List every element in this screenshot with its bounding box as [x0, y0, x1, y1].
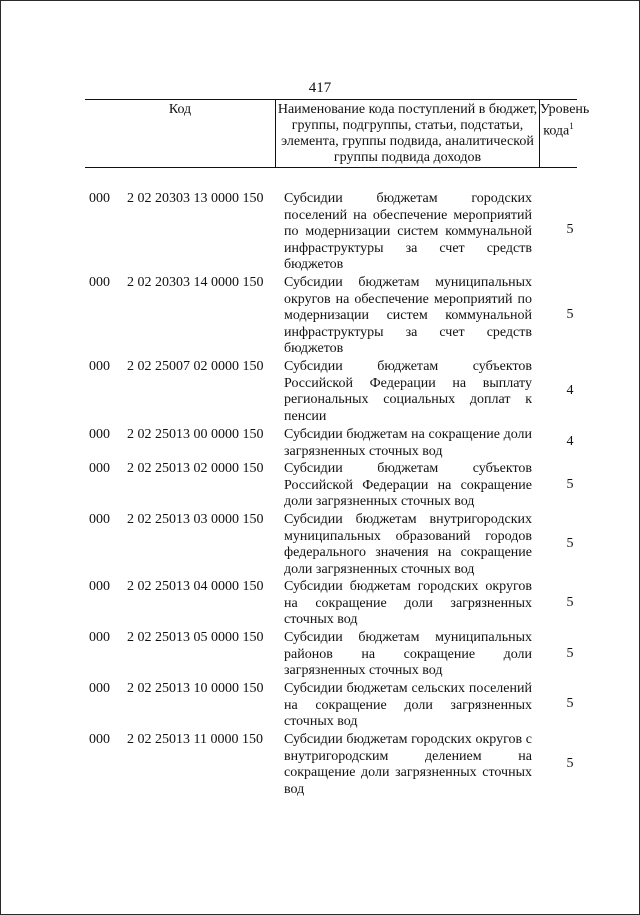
revenue-code: 2 02 25013 04 0000 150 [127, 579, 264, 594]
code-level: 5 [566, 536, 574, 551]
footnote-marker: 1 [569, 121, 574, 131]
admin-code: 000 [89, 427, 110, 442]
revenue-code: 2 02 25013 02 0000 150 [127, 461, 264, 476]
admin-code: 000 [89, 681, 110, 696]
header-name: Наименование кода поступлений в бюджет, группы, подгруппы, статьи, подстатьи, элемента, группы подвида, аналитической группы подвида доходов [277, 102, 538, 165]
admin-code: 000 [89, 630, 110, 645]
revenue-code: 2 02 25013 00 0000 150 [127, 427, 264, 442]
admin-code: 000 [89, 579, 110, 594]
header-code: Код [168, 102, 192, 117]
revenue-name: Субсидии бюджетам субъектов Российской Федерации на сокращение доли загрязненных сточных вод [284, 461, 532, 509]
revenue-name: Субсидии бюджетам муниципальных районов на сокращение доли загрязненных сточных вод [284, 630, 532, 678]
header-level-label: Уровень кода [540, 102, 590, 139]
code-level: 5 [566, 307, 574, 322]
page-number: 417 [308, 80, 332, 96]
revenue-name: Субсидии бюджетам городских округов с внутригородским делением на сокращение доли загрязненных сточных вод [284, 732, 532, 797]
revenue-code: 2 02 25013 10 0000 150 [127, 681, 264, 696]
code-level: 4 [566, 434, 574, 449]
code-level: 5 [566, 696, 574, 711]
code-level: 5 [566, 646, 574, 661]
revenue-code: 2 02 20303 13 0000 150 [127, 191, 264, 206]
revenue-name: Субсидии бюджетам на сокращение доли загрязненных сточных вод [284, 427, 532, 459]
revenue-code: 2 02 20303 14 0000 150 [127, 275, 264, 290]
code-level: 5 [566, 222, 574, 237]
revenue-code: 2 02 25013 05 0000 150 [127, 630, 264, 645]
admin-code: 000 [89, 191, 110, 206]
admin-code: 000 [89, 359, 110, 374]
code-level: 5 [566, 477, 574, 492]
revenue-name: Субсидии бюджетам городских округов на сокращение доли загрязненных сточных вод [284, 579, 532, 627]
code-level: 4 [566, 383, 574, 398]
code-level: 5 [566, 756, 574, 771]
revenue-code: 2 02 25013 03 0000 150 [127, 512, 264, 527]
admin-code: 000 [89, 732, 110, 747]
revenue-name: Субсидии бюджетам внутригородских муниципальных образований городов федерального значения на сокращение доли загрязненных сточных вод [284, 512, 532, 577]
header-level [540, 102, 590, 140]
table-header [85, 99, 590, 168]
admin-code: 000 [89, 512, 110, 527]
revenue-name: Субсидии бюджетам субъектов Российской Федерации на выплату региональных социальных доплат к пенсии [284, 359, 532, 424]
revenue-name: Субсидии бюджетам муниципальных округов на обеспечение мероприятий по модернизации систем коммунальной инфраструктуры за счет средств бюджетов [284, 275, 532, 356]
revenue-name: Субсидии бюджетам сельских поселений на сокращение доли загрязненных сточных вод [284, 681, 532, 729]
revenue-code: 2 02 25007 02 0000 150 [127, 359, 264, 374]
revenue-name: Субсидии бюджетам городских поселений на обеспечение мероприятий по модернизации систем коммунальной инфраструктуры за счет средств бюджетов [284, 191, 532, 272]
admin-code: 000 [89, 461, 110, 476]
code-level: 5 [566, 595, 574, 610]
revenue-code: 2 02 25013 11 0000 150 [127, 732, 263, 747]
admin-code: 000 [89, 275, 110, 290]
